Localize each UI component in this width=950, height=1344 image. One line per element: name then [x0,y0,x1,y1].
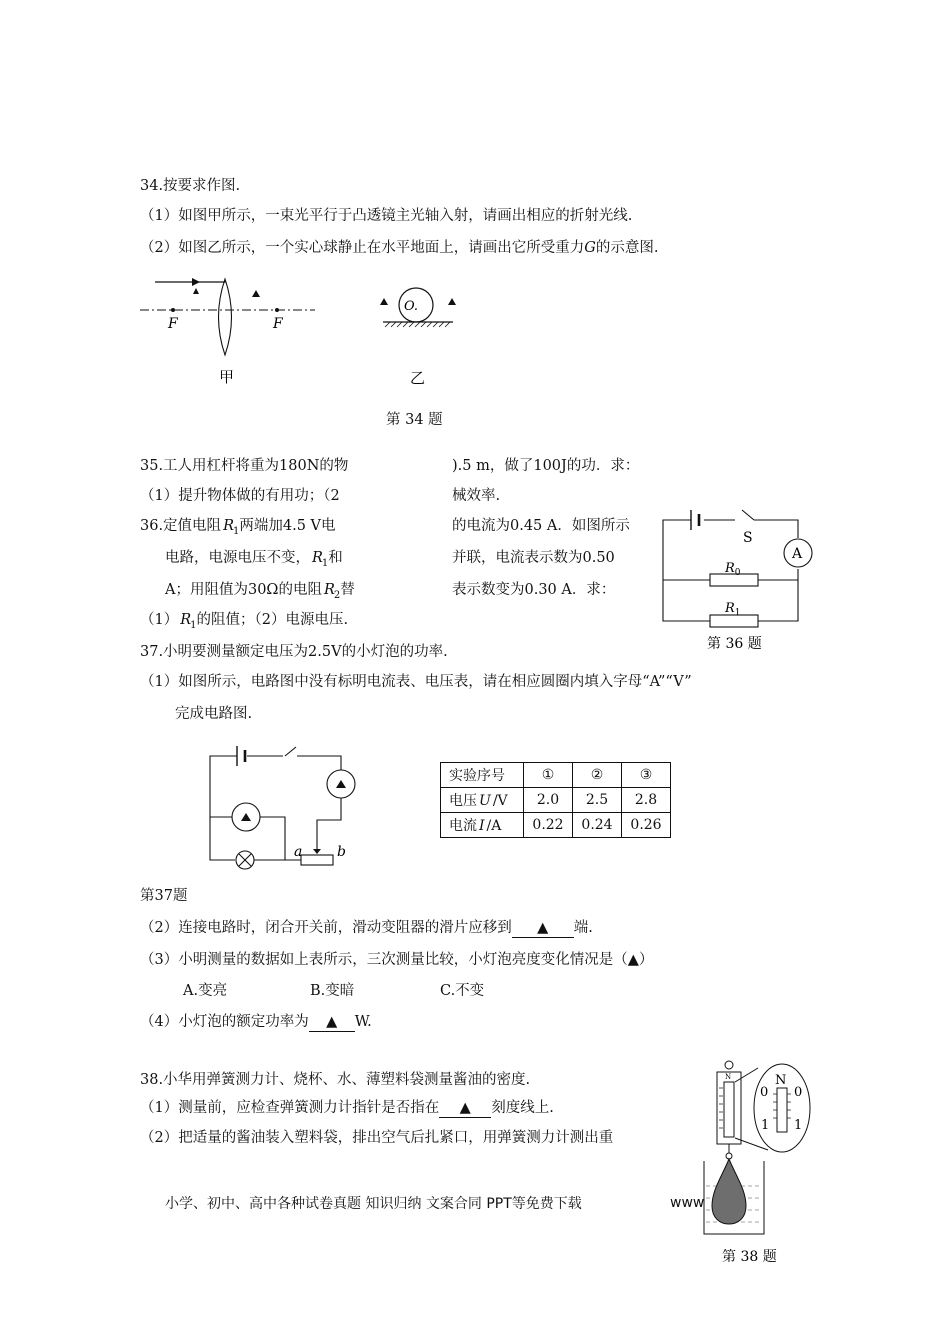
table-cell: 2.0 [524,788,573,813]
q37-title: 37.小明要测量额定电压为2.5V的小灯泡的功率. [140,644,448,660]
circuit-figure-36 [655,506,815,656]
q37-part1: （1）如图所示，电路图中没有标明电流表、电压表，请在相应圆圈内填入字母“A”“V” [140,674,692,690]
q37-option-a: A.变亮 [183,983,228,999]
q37-part4: （4）小灯泡的额定功率为 ▲ W. [140,1014,372,1030]
q36-line3-right: 表示数变为0.30 A．求： [452,582,616,598]
table-row-label: 电压 U /V [441,788,524,813]
q36-caption: 第 36 题 [707,636,762,652]
marker-triangle [193,288,199,294]
gauge-n-zoom-label: N [775,1073,787,1088]
switch-label: S [743,530,753,546]
lens-figure-jia [140,265,320,395]
q36-line2-right: 并联，电流表示数为0.50 [452,550,615,566]
table-header-cell: ③ [622,763,671,788]
slider-arrow-icon [313,849,321,854]
q36-line2-left: 电路，电源电压不变， $R_1$和 [165,550,343,569]
q35-line2-right: 械效率. [452,488,501,504]
table-cell: 2.5 [573,788,622,813]
r0-label: $R_0$ [725,561,741,578]
table-header-cell: ② [573,763,622,788]
answer-blank: ▲ [309,1013,355,1032]
q37-caption: 第37题 [140,888,188,904]
footer-url-fragment: www [670,1195,705,1211]
circuit-figure-37 [205,740,365,875]
footer-ad-text: 小学、初中、高中各种试卷真题 知识归纳 文案合同 PPT等免费下载 [165,1196,582,1212]
table-header-cell: 实验序号 [441,763,524,788]
q34-caption: 第 34 题 [386,412,443,428]
q38-caption: 第 38 题 [722,1249,777,1265]
gauge-one-label: 1 [761,1118,770,1133]
q38-part2: （2）把适量的酱油装入塑料袋，排出空气后扎紧口，用弹簧测力计测出重 [140,1130,614,1146]
marker-triangle [241,813,251,821]
q37-part1-cont: 完成电路图. [175,706,253,722]
q38-part1: （1）测量前，应检查弹簧测力计指针是否指在 ▲ 刻度线上. [140,1100,554,1116]
table-cell: 0.22 [524,813,573,838]
q38-title: 38.小华用弹簧测力计、烧杯、水、薄塑料袋测量酱油的密度. [140,1072,531,1088]
gauge-zero-label-right: 0 [794,1085,803,1100]
q34-part2: （2）如图乙所示，一个实心球静止在水平地面上，请画出它所受重力G的示意图. [140,240,659,256]
table-cell: 2.8 [622,788,671,813]
q35-line1-right: ).5 m，做了100J的功．求： [452,458,640,474]
svg-text:O.: O. [404,299,419,314]
gauge-one-label-right: 1 [794,1118,803,1133]
spring-scale-figure-38 [690,1058,820,1268]
table-header-cell: ① [524,763,573,788]
q34-title: 34.按要求作图. [140,178,241,194]
q36-line1-left: 36.定值电阻 $R_1$两端加4.5 V电 [140,518,336,537]
q34-part1: （1）如图甲所示，一束光平行于凸透镜主光轴入射，请画出相应的折射光线. [140,208,633,224]
gauge-n-label: N [725,1073,732,1081]
answer-blank: ▲ [439,1099,491,1118]
q37-part3: （3）小明测量的数据如上表所示，三次测量比较，小灯泡亮度变化情况是（▲） [140,952,654,968]
data-table [440,762,671,838]
table-cell: 0.26 [622,813,671,838]
table-row [441,763,671,788]
q37-part2: （2）连接电路时，闭合开关前，滑动变阻器的滑片应移到 ▲ 端. [140,920,593,936]
table-row-label: 电流 I /A [441,813,524,838]
r1-label: $R_1$ [725,601,741,618]
q35-line1-left: 35.工人用杠杆将重为180N的物 [140,458,349,474]
figure-yi-label: 乙 [410,369,426,387]
ball-figure-yi [375,280,465,390]
table-row [441,813,671,838]
table-row [441,788,671,813]
focus-right-label: F [273,316,283,332]
q35-line2-left: （1）提升物体做的有用功；（2 [140,488,340,504]
gauge-zero-label: 0 [760,1085,769,1100]
soy-sauce-bag [712,1159,746,1224]
marker-triangle [252,290,260,297]
q37-option-c: C.不变 [440,983,485,999]
figure-jia-label: 甲 [219,368,235,386]
table-cell: 0.24 [573,813,622,838]
marker-triangle [448,298,456,305]
q36-line4: （1） $R_1$的阻值；（2）电源电压. [140,612,349,631]
terminal-b-label: b [337,844,346,860]
arrow-right-icon [192,278,200,286]
marker-triangle [336,780,346,788]
q36-line1-right: 的电流为0.45 A．如图所示 [452,518,630,534]
answer-blank: ▲ [512,919,574,938]
marker-triangle [380,298,388,305]
ammeter-label: A [792,546,803,562]
convex-lens [219,279,232,355]
q36-line3-left: A；用阻值为30Ω的电阻 $R_2$替 [165,582,355,601]
focus-left-label: F [168,316,178,332]
q37-option-b: B.变暗 [310,983,355,999]
terminal-a-label: a [294,844,303,860]
